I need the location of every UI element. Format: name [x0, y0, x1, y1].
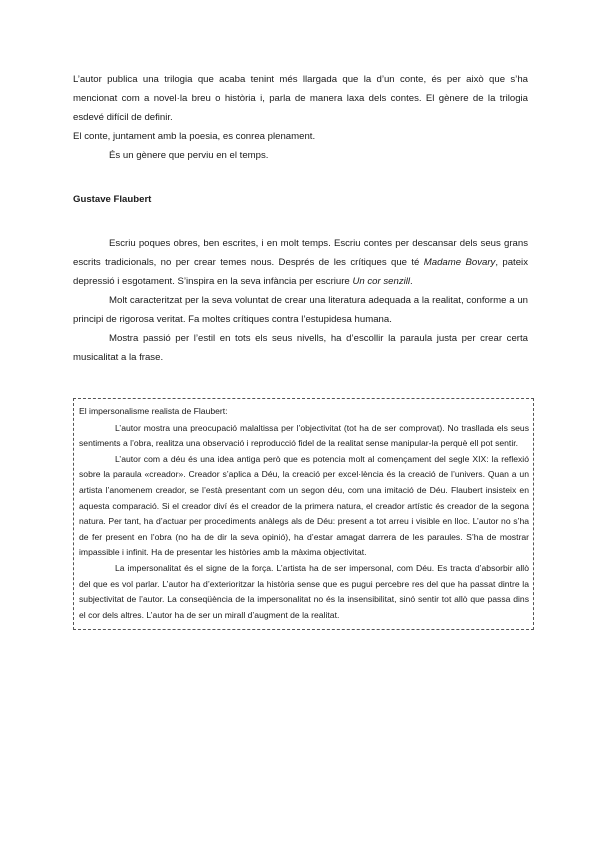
book-title: Madame Bovary — [423, 257, 496, 268]
book-title: Un cor senzill — [352, 276, 411, 287]
text-span: . — [410, 276, 413, 287]
box-title: El impersonalisme realista de Flaubert: — [79, 406, 228, 416]
impersonalism-box — [73, 398, 534, 630]
text-span: , pateix depressió i esgotament. S’inspira en la seva infància per escriure — [73, 257, 528, 287]
text-span: Escriu poques obres, ben escrites, i en molt temps. Escriu contes per descansar dels seus grans escrits tradicionals, no per crear temes nous. Després de les crítiques que té — [73, 238, 528, 268]
intro-paragraph: És un gènere que perviu en el temps. — [109, 150, 269, 161]
flaubert-paragraph — [73, 234, 528, 291]
box-paragraph: L’autor com a déu és una idea antiga però que es potencia molt al començament del segle XIX: la reflexió sobre la paraula «creador». Creador s’aplica a Déu, la creació per excel·lència és la creació de l’univers. Quan a un artista l’anomenem creador, se l’està presentant com un segon déu, com una imitació de Déu. Flaubert insisteix en aquesta comparació. Si el creador diví és el creador de la primera natura, el creador artístic és creador de la segona natura. Per tant, ha d’actuar per procediments anàlegs als de Déu: present a tot arreu i visible en lloc. L’autor no s’ha de fer present en l’obra (no ha de dir la seva opinió), ha d’estar amagat darrera de les paraules. S’ha de mostrar impassible i infinit. Ha de presentar les històries amb la màxima objectivitat. — [79, 453, 529, 558]
flaubert-paragraph: Mostra passió per l’estil en tots els seus nivells, ha d’escollir la paraula justa per crear certa musicalitat a la frase. — [73, 333, 528, 363]
flaubert-section — [73, 234, 528, 367]
intro-paragraph: L’autor publica una trilogia que acaba tenint més llargada que la d’un conte, és per això que s’ha mencionat com a novel·la breu o història i, parla de manera laxa dels contes. El gènere de la trilogia esdevé difícil de definir. — [73, 74, 528, 123]
flaubert-paragraph: Molt caracteritzat per la seva voluntat de crear una literatura adequada a la realitat, conforme a un principi de rigorosa veritat. Fa moltes crítiques contra l’estupidesa humana. — [73, 295, 528, 325]
box-paragraph: L’autor mostra una preocupació malaltissa per l’objectivitat (tot ha de ser comprovat). No trasllada els seus sentiments a l’obra, realitza una observació i reproducció fidel de la realitat sense manipular-la perquè ell pot sentir. — [79, 422, 529, 449]
box-paragraph: La impersonalitat és el signe de la força. L’artista ha de ser impersonal, com Déu. Es tracta d’absorbir allò del que es vol parlar. L’autor ha d’exterioritzar la història sense que es pugui percebre res del que ha passat dintre la subjectivitat de l’autor. La conseqüència de la impersonalitat no és la insensibilitat, sinó sentir tot allò que passa dins el cor dels altres. L’autor ha de ser un mirall d’augment de la realitat. — [79, 562, 529, 620]
intro-paragraph: El conte, juntament amb la poesia, es conrea plenament. — [73, 131, 316, 142]
section-heading: Gustave Flaubert — [73, 194, 152, 205]
intro-section — [73, 70, 528, 165]
